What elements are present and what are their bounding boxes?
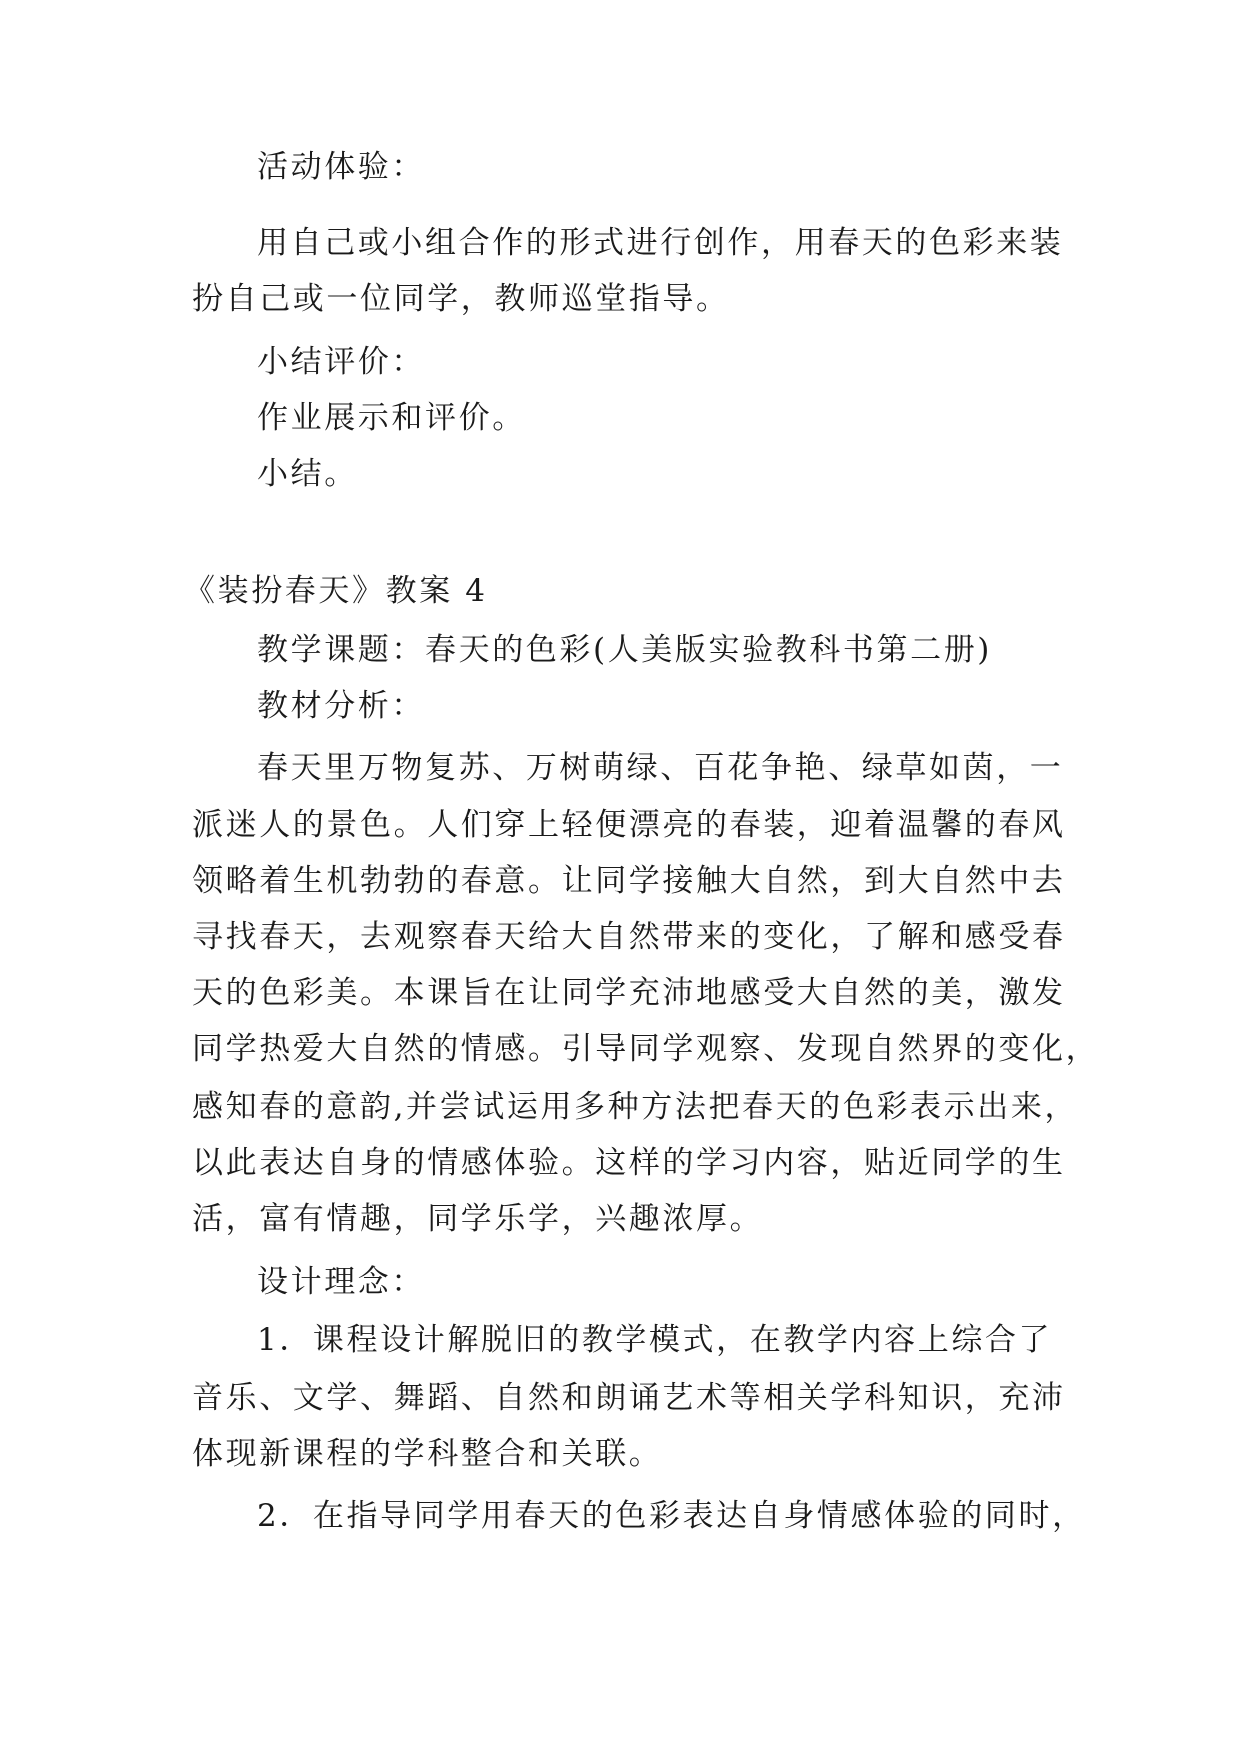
- concept-1-line: 1．课程设计解脱旧的教学模式，在教学内容上综合了: [257, 1322, 1053, 1358]
- concept-1-line: 体现新课程的学科整合和关联。: [192, 1436, 663, 1472]
- concept-2-line: 2．在指导同学用春天的色彩表达自身情感体验的同时，: [257, 1498, 1086, 1534]
- analysis-label: 教材分析：: [257, 688, 425, 724]
- summary-item: 作业展示和评价。: [257, 400, 526, 436]
- lesson-title: 《装扮春天》教案 4: [184, 573, 488, 609]
- analysis-paragraph-line: 领略着生机勃勃的春意。让同学接触大自然，到大自然中去: [192, 863, 1066, 899]
- summary-item: 小结。: [257, 456, 358, 492]
- concept-label: 设计理念：: [257, 1264, 425, 1300]
- analysis-paragraph-line: 寻找春天，去观察春天给大自然带来的变化，了解和感受春: [192, 919, 1066, 955]
- summary-label: 小结评价：: [257, 344, 425, 380]
- lesson-topic: 教学课题：春天的色彩(人美版实验教科书第二册): [257, 632, 992, 668]
- analysis-paragraph-line: 天的色彩美。本课旨在让同学充沛地感受大自然的美，激发: [192, 975, 1066, 1011]
- analysis-paragraph-line: 春天里万物复苏、万树萌绿、百花争艳、绿草如茵，一: [257, 750, 1064, 786]
- activity-paragraph-line: 扮自己或一位同学，教师巡堂指导。: [192, 281, 730, 317]
- analysis-paragraph-line: 同学热爱大自然的情感。引导同学观察、发现自然界的变化，: [192, 1031, 1100, 1067]
- analysis-paragraph-line: 以此表达自身的情感体验。这样的学习内容，贴近同学的生: [192, 1145, 1066, 1181]
- analysis-paragraph-line: 派迷人的景色。人们穿上轻便漂亮的春装，迎着温馨的春风: [192, 807, 1066, 843]
- concept-1-line: 音乐、文学、舞蹈、自然和朗诵艺术等相关学科知识，充沛: [192, 1380, 1066, 1416]
- analysis-paragraph-line: 感知春的意韵,并尝试运用多种方法把春天的色彩表示出来，: [192, 1089, 1079, 1125]
- activity-label: 活动体验：: [257, 149, 425, 185]
- analysis-paragraph-line: 活，富有情趣，同学乐学，兴趣浓厚。: [192, 1201, 764, 1237]
- activity-paragraph-line: 用自己或小组合作的形式进行创作，用春天的色彩来装: [257, 225, 1064, 261]
